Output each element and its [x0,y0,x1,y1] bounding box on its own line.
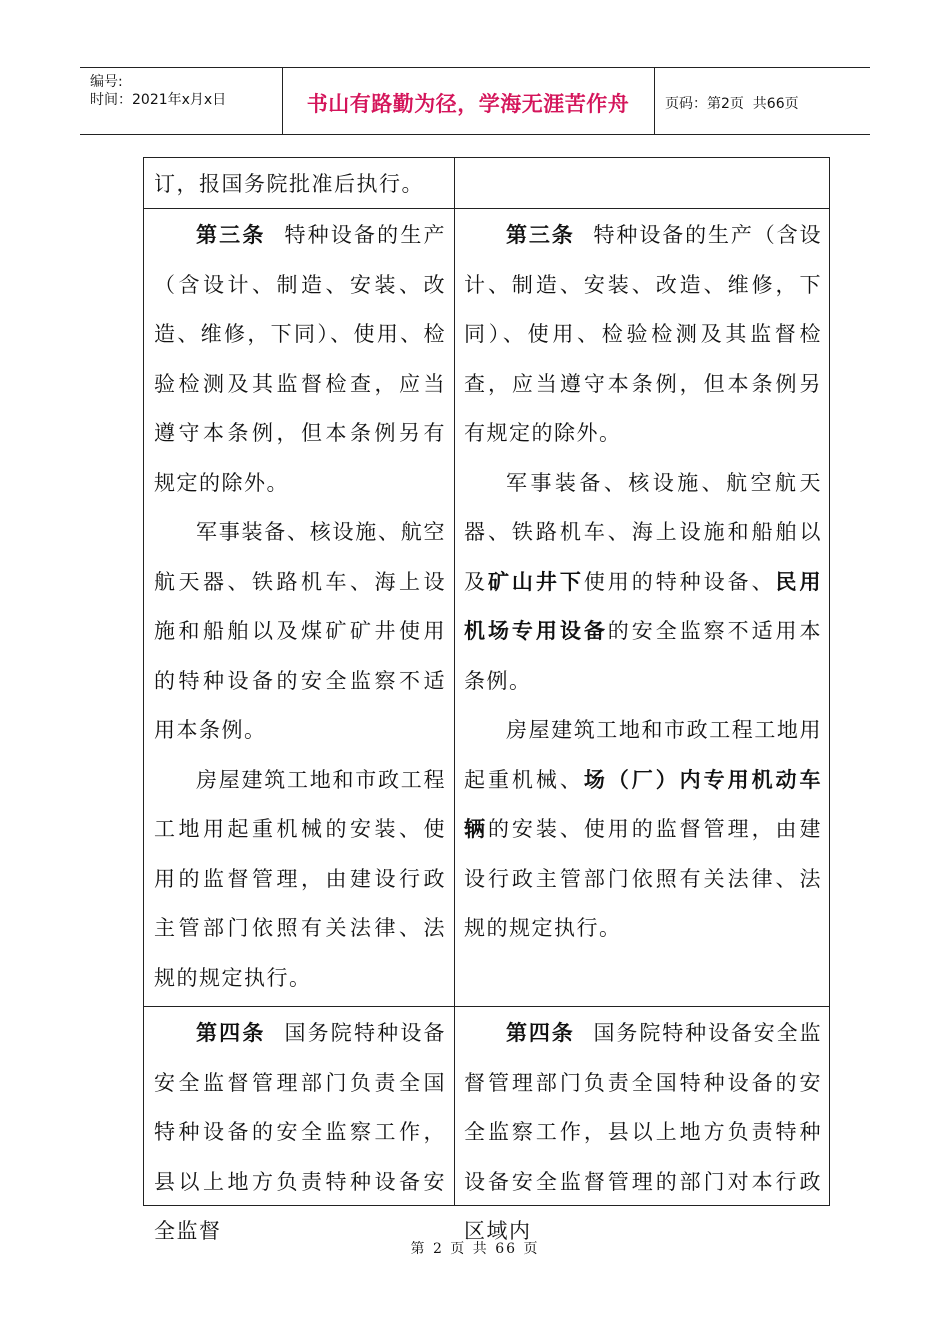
article3-new-p2 [464,459,822,707]
serial-label: 编号: [90,74,123,90]
article3-old-heading: 第三条 [196,223,266,247]
article4-old-p1-text: 国务院特种设备安全监督管理部门负责全国特种设备的安全监察工作，县以上地方负责特种设备安全监督 [154,1021,447,1243]
text-run: 的安全监察不适用本条例。 [464,619,823,693]
article3-old-p1 [154,211,446,508]
article4-new-heading: 第四条 [506,1021,575,1045]
article4-new-p1 [464,1009,822,1257]
article3-old-cell [154,211,446,1003]
highlight-text: 矿山井下 [487,569,584,594]
comparison-table [143,157,830,1243]
row0-left-text: 订，报国务院批准后执行。 [154,172,424,196]
article3-old-p1-text: 特种设备的生产（含设计、制造、安装、改造、维修，下同）、使用、检验检测及其监督检查，应当遵守本条例，但本条例另有规定的除外。 [154,223,447,495]
highlight-text: 民用机场专用设备 [464,569,823,643]
text-run: 房屋建筑工地和市政工程工地用起重机械、 [464,718,822,792]
article4-old-cell [154,1009,446,1257]
page-header [80,67,870,135]
article3-new-p1-text: 特种设备的生产（含设计、制造、安装、改造、维修，下同）、使用、检验检测及其监督检查，应当遵守本条例，但本条例另有规定的除外。 [464,223,823,445]
text-run: 的安装、使用的监督管理，由建设行政主管部门依照有关法律、法规的规定执行。 [464,817,823,940]
article3-new-heading: 第三条 [506,223,575,247]
article3-new-cell [464,211,822,954]
article4-new-p1-text: 国务院特种设备安全监督管理部门负责全国特种设备的安全监察工作，县以上地方负责特种设备安全监督管理的部门对本行政区域内 [464,1021,823,1243]
article3-new-p1 [464,211,822,459]
row0-left-cell [154,160,446,210]
footer-page-number: 第 2 页 共 66 页 [410,1241,540,1257]
header-divider [654,68,655,134]
article4-new-cell [464,1009,822,1257]
page-footer [0,1238,950,1258]
article4-old-p1 [154,1009,446,1257]
article3-old-p2: 军事装备、核设施、航空航天器、铁路机车、海上设施和船舶以及煤矿矿井使用的特种设备的安全监察不适用本条例。 [154,520,446,742]
header-meta [80,68,282,134]
row-divider [144,1006,829,1007]
article4-old-heading: 第四条 [196,1021,266,1045]
text-run: 使用的特种设备、 [583,569,776,594]
highlight-text: 场（厂）内专用机动车辆 [464,767,823,841]
column-divider [454,158,455,1205]
article3-new-p3 [464,706,822,954]
time-label: 时间：2021年x月x日 [90,92,227,108]
text-run: 军事装备、核设施、航空航天器、铁路机车、海上设施和船舶以及 [464,470,822,594]
page-info-text: 页码：第2页 共66页 [665,96,799,112]
article3-old-p3: 房屋建筑工地和市政工程工地用起重机械的安装、使用的监督管理，由建设行政主管部门依照有关法律、法规的规定执行。 [154,767,446,990]
header-motto: 书山有路勤为径，学海无涯苦作舟 [306,92,630,116]
header-page-info [665,68,799,134]
